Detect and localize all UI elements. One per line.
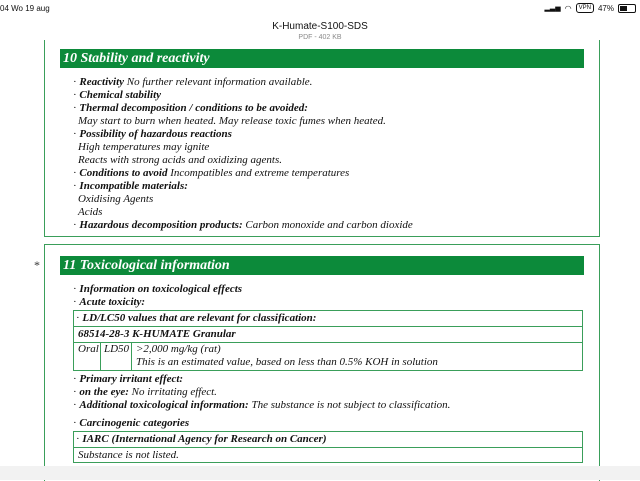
carcinogenic-line: · Carcinogenic categories <box>73 417 190 429</box>
thermal-label-line: · Thermal decomposition / conditions to be avoided: <box>73 102 308 114</box>
table-divider <box>74 326 582 327</box>
iarc-table <box>73 431 583 463</box>
bottom-bar <box>0 466 640 480</box>
status-time: 04 Wo 19 aug <box>0 4 50 13</box>
reactivity-line: · Reactivity No further relevant information available. <box>73 76 313 88</box>
revision-marker: * <box>34 258 40 272</box>
status-icons <box>545 3 637 13</box>
chemical-stability-line: · Chemical stability <box>73 89 162 101</box>
ld50-value: >2,000 mg/kg (rat) <box>136 343 221 355</box>
status-bar <box>0 0 640 18</box>
ld50-estimate: This is an estimated value, based on less than 0.5% KOH in solution <box>136 356 438 368</box>
section-11-heading: 11 Toxicological information <box>60 256 584 275</box>
product-row: 68514-28-3 K-HUMATE Granular <box>78 328 236 340</box>
document-title: K-Humate-S100-SDS <box>272 21 368 32</box>
section-10-box <box>44 40 600 237</box>
section-10-heading: 10 Stability and reactivity <box>60 49 584 68</box>
incompatible-line: · Incompatible materials: <box>73 180 188 192</box>
vpn-badge: VPN <box>576 3 594 13</box>
acute-toxicity-line: · Acute toxicity: <box>73 296 146 308</box>
hr-line-1: High temperatures may ignite <box>78 141 210 153</box>
incompatible-item-1: Oxidising Agents <box>78 193 154 205</box>
thermal-text-line: May start to burn when heated. May release toxic fumes when heated. <box>78 115 386 127</box>
additional-info-line: · Additional toxicological information: The substance is not subject to classification. <box>73 399 451 411</box>
decomposition-line: · Hazardous decomposition products: Carbon monoxide and carbon dioxide <box>73 219 413 231</box>
route-cell <box>74 342 101 371</box>
iarc-status: Substance is not listed. <box>78 449 179 461</box>
wifi-icon: ◠ <box>564 3 572 13</box>
battery-icon <box>618 4 636 13</box>
type-cell <box>101 342 132 371</box>
route-text: Oral <box>78 343 99 355</box>
ld50-header: · LD/LC50 values that are relevant for classification: <box>76 312 317 324</box>
toxicological-effects-line: · Information on toxicological effects <box>73 283 243 295</box>
signal-icon: ▂▃▅ <box>544 5 561 12</box>
conditions-avoid-line: · Conditions to avoid Incompatibles and extreme temperatures <box>73 167 350 179</box>
hazardous-reactions-line: · Possibility of hazardous reactions <box>73 128 232 140</box>
hr-line-2: Reacts with strong acids and oxidizing agents. <box>78 154 282 166</box>
type-text: LD50 <box>104 343 130 355</box>
table-divider <box>74 447 582 448</box>
battery-percent: 47% <box>597 3 614 13</box>
ld50-table <box>73 310 583 371</box>
iarc-header: · IARC (International Agency for Research on Cancer) <box>76 433 327 445</box>
section-11-box <box>44 244 600 481</box>
incompatible-item-2: Acids <box>78 206 103 218</box>
document-subtitle: PDF - 402 KB <box>298 34 342 41</box>
eye-line: · on the eye: No irritating effect. <box>73 386 217 398</box>
primary-irritant-line: · Primary irritant effect: <box>73 373 184 385</box>
